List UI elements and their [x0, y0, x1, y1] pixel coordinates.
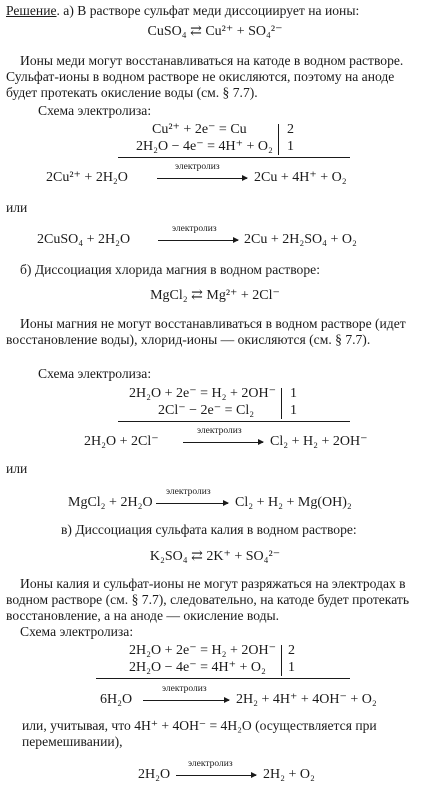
section-b-overall-right: Cl₂ + H₂ + 2OH⁻ [270, 434, 368, 449]
section-b-half2: 2Cl⁻ − 2e⁻ = Cl₂ [158, 403, 255, 418]
section-b-overall-left: 2H₂O + 2Cl⁻ [84, 434, 159, 449]
section-b-overall-arrow [183, 442, 263, 443]
section-a-molecular-left: 2CuSO₄ + 2H₂O [37, 232, 131, 247]
section-b-half1: 2H₂O + 2e⁻ = H₂ + 2OH⁻ [129, 386, 276, 401]
section-a-molecular-right: 2Cu + 2H₂SO₄ + O₂ [244, 232, 357, 247]
section-b-scheme-title: Схема электролиза: [38, 366, 152, 381]
section-b-dissociation: MgCl₂ ⇄ Mg²⁺ + 2Cl⁻ [150, 288, 280, 303]
section-b-molecular-arrow-label: электролиз [166, 487, 211, 497]
section-b-overall-arrow-label: электролиз [197, 426, 242, 436]
section-a-text: Ионы меди могут восстанавливаться на катоде в водном растворе. Сульфат-ионы в водном растворе не окисляются, поэтому на аноде будет протекать окисление воды (см. § 7.7). [6, 53, 404, 100]
section-c-dissociation: K₂SO₄ ⇄ 2K⁺ + SO₄²⁻ [149, 549, 281, 564]
section-c-text: Ионы калия и сульфат-ионы не могут разряжаться на электродах в водном растворе (см. § 7.7), следовательно, на катоде будет протекать восстановление, а на аноде — окисление воды. [6, 576, 410, 623]
section-c-scheme-title: Схема электролиза: [20, 624, 134, 639]
section-c-overall-arrow-label: электролиз [162, 684, 207, 694]
section-a-coef-bar [278, 124, 279, 155]
section-c-divider [96, 678, 350, 679]
section-a-dissociation: CuSO₄ ⇄ Cu²⁺ + SO₄²⁻ [147, 24, 283, 39]
section-a-intro: . а) В растворе сульфат меди диссоциирует на ионы: [56, 3, 360, 18]
section-a-or: или [6, 200, 28, 215]
section-b-half1-coef: 1 [290, 386, 297, 401]
section-c-final-right: 2H₂ + O₂ [263, 767, 315, 782]
section-b-or: или [6, 461, 28, 476]
section-b-text: Ионы магния не могут восстанавливаться в водном растворе (идет восстановление воды), хлорид-ионы — окисляются (см. § 7.7). [6, 316, 406, 347]
section-b-title: б) Диссоциация хлорида магния в водном растворе: [20, 262, 320, 277]
section-a-half2-coef: 1 [287, 139, 294, 154]
section-b-half2-coef: 1 [290, 403, 297, 418]
section-a-overall-left: 2Cu²⁺ + 2H₂O [46, 170, 128, 185]
section-c-overall-left: 6H₂O [100, 692, 133, 707]
section-c-note: или, учитывая, что 4H⁺ + 4OH⁻ = 4H₂O (осуществляется при перемешивании), [22, 718, 377, 749]
section-b-molecular-left: MgCl₂ + 2H₂O [68, 495, 153, 510]
section-c-half1-coef: 2 [288, 643, 295, 658]
section-a-divider [118, 157, 350, 158]
section-c-overall-arrow [143, 700, 229, 701]
solution-label: Решение [6, 3, 57, 18]
section-b-molecular-arrow [156, 503, 228, 504]
section-a-molecular-arrow-label: электролиз [172, 224, 217, 234]
section-a-overall-right: 2Cu + 4H⁺ + O₂ [254, 170, 347, 185]
section-a-half2: 2H₂O − 4e⁻ = 4H⁺ + O₂ [136, 139, 273, 154]
section-b-divider [118, 421, 350, 422]
section-a-heading [6, 3, 359, 19]
section-a-half1: Cu²⁺ + 2e⁻ = Cu [152, 122, 247, 137]
section-a-half1-coef: 2 [287, 122, 294, 137]
section-b-molecular-right: Cl₂ + H₂ + Mg(OH)₂ [235, 495, 352, 510]
section-c-title: в) Диссоциация сульфата калия в водном растворе: [61, 522, 357, 537]
section-c-half2-coef: 1 [288, 660, 295, 675]
section-a-molecular-arrow [158, 240, 238, 241]
section-a-overall-arrow-label: электролиз [175, 162, 220, 172]
section-c-overall-right: 2H₂ + 4H⁺ + 4OH⁻ + O₂ [236, 692, 377, 707]
section-a-scheme-title: Схема электролиза: [38, 103, 152, 118]
section-a-overall-arrow [157, 178, 247, 179]
section-b-coef-bar [281, 388, 282, 419]
section-c-final-arrow-label: электролиз [188, 759, 233, 769]
section-c-half1: 2H₂O + 2e⁻ = H₂ + 2OH⁻ [129, 643, 276, 658]
section-c-half2: 2H₂O − 4e⁻ = 4H⁺ + O₂ [129, 660, 266, 675]
section-c-coef-bar [281, 645, 282, 676]
section-c-final-left: 2H₂O [138, 767, 171, 782]
section-c-final-arrow [176, 775, 256, 776]
